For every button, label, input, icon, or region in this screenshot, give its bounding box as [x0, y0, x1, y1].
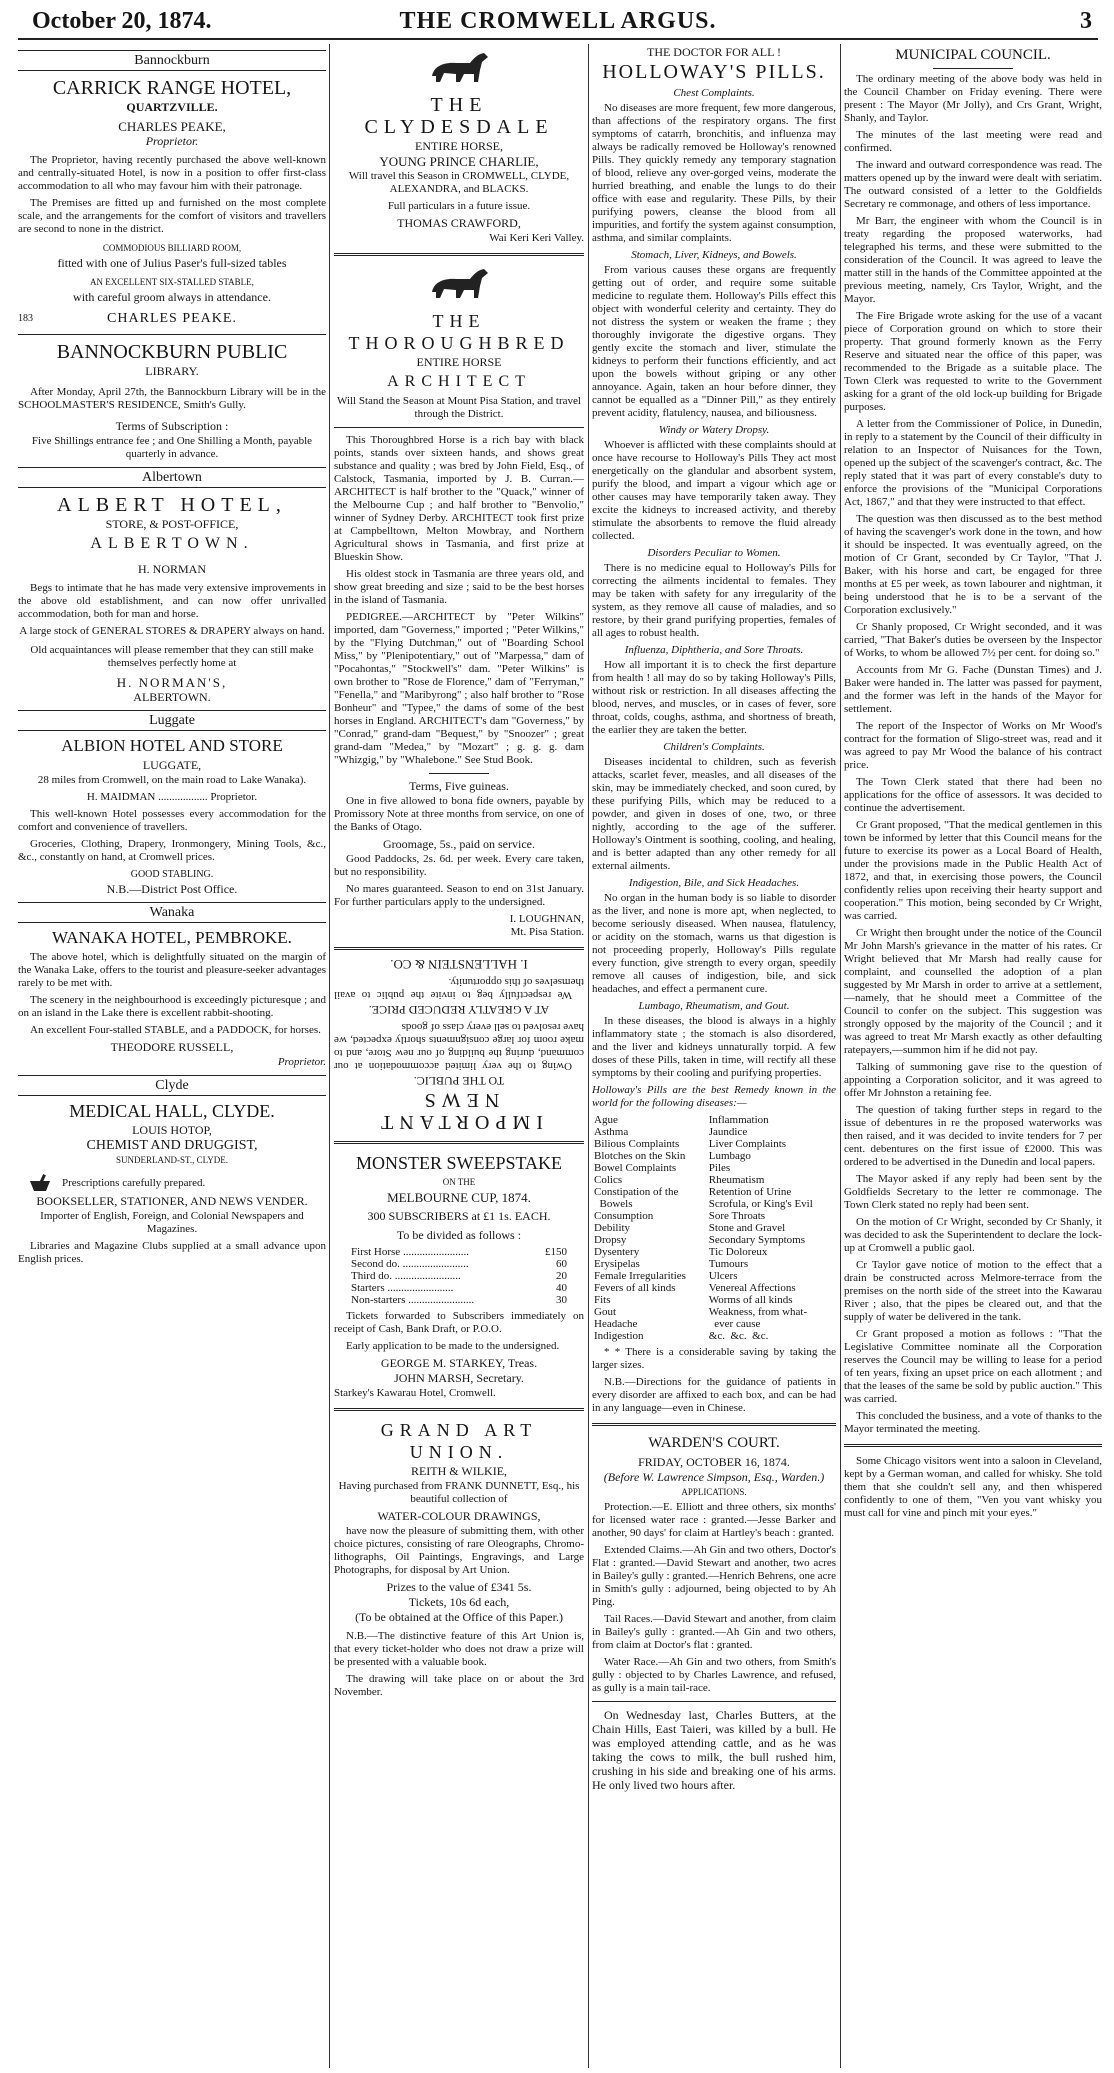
ad-subtitle: ENTIRE HORSE	[416, 355, 502, 369]
subheading: Influenza, Diphtheria, and Sore Throats.	[624, 644, 804, 656]
disease-row	[592, 1282, 836, 1294]
disease-name: Headache	[594, 1318, 638, 1330]
issue-date: October 20, 1874.	[32, 8, 212, 34]
disease-name: Tic Doloreux	[708, 1246, 768, 1258]
ad-text: Good Paddocks, 2s. 6d. per week. Every care taken, but no responsibility.	[334, 853, 584, 878]
body-text: On Wednesday last, Charles Butters, at the Chain Hills, East Taieri, was killed by a bull. He was employed attending cattle, and as he was taking the cows to milk, the bull rushed him, crushing in his side and breaking one of his arms. He only lived two hours after.	[592, 1708, 836, 1792]
disease-name: Fits	[594, 1294, 611, 1306]
disease-name: &c. &c. &c.	[708, 1330, 769, 1342]
ad-title: WANAKA HOTEL, PEMBROKE.	[52, 928, 292, 947]
ad-signature: Wai Keri Keri Valley.	[489, 232, 584, 244]
body-text: Talking of summoning gave rise to the question of appointing a Corporation solicitor, and it was agreed to offer Mr Johnston a retaining fee.	[844, 1061, 1102, 1099]
disease-name: Gout	[594, 1306, 616, 1318]
disease-row	[592, 1186, 836, 1198]
body-text: How all important it is to check the first departure from health ! all may do so by taking Holloway's Pills, without risk or restriction. In all diseases affecting the blood, nerves, and muscles, or in cases of fever, sore throat, colds, coughs, asthma, and shortness of breath, the earlier they are taken the better.	[592, 659, 836, 736]
horse-icon	[424, 48, 494, 88]
ad-text: An excellent Four-stalled STABLE, and a PADDOCK, for horses.	[30, 1024, 321, 1036]
ad-title: IMPORTANT NEWS	[375, 1089, 543, 1133]
disease-row	[592, 1174, 836, 1186]
body-text: * * There is a considerable saving by taking the larger sizes.	[592, 1346, 836, 1371]
ad-subtitle: LUGGATE,	[142, 758, 202, 772]
ad-town: ALBERTOWN.	[90, 535, 254, 552]
advertisement-wanaka-hotel	[18, 929, 326, 1069]
disease-name: Bilious Complaints	[594, 1138, 680, 1150]
ad-signature: CHARLES PEAKE.	[107, 311, 237, 326]
ad-role: Proprietor.	[277, 1056, 326, 1068]
disease-row	[592, 1210, 836, 1222]
body-text: The ordinary meeting of the above body was held in the Council Chamber on Friday evening. There were present : The Mayor (Mr Jolly), and Crs Grant, Wright, Shanly, and Taylor.	[844, 73, 1102, 124]
body-text: The Mayor asked if any reply had been sent by the Goldfields Secretary to the letter re commonage. The Town Clerk stated no reply had been sent.	[844, 1173, 1102, 1211]
disease-name: Weakness, from what-	[708, 1306, 808, 1318]
column-1	[18, 44, 326, 2068]
disease-name: Blotches on the Skin	[594, 1150, 686, 1162]
ad-feature: AN EXCELLENT SIX-STALLED STABLE,	[90, 277, 254, 287]
body-text: There is no medicine equal to Holloway's Pills for correcting the ailments incidental to females. They may be taken with safety for any irregularity of the system, as they remove all cause of maladies, and so restore, by their grand purifying properties, females of all ages to robust health.	[592, 562, 836, 639]
ad-text: Five Shillings entrance fee ; and One Shilling a Month, payable quarterly in advance.	[31, 435, 313, 460]
disease-row	[592, 1162, 836, 1174]
ad-text: Prizes to the value of £341 5s.	[386, 1580, 532, 1594]
divider	[334, 427, 584, 428]
ad-text: Old acquaintances will please remember that they can still make themselves perfectly home at	[30, 644, 314, 669]
disease-name: Consumption	[594, 1210, 654, 1222]
ad-text: The Proprietor, having recently purchased the above well-known and centrally-situated Hotel, is now in a position to offer first-class accommodation to all who may favour him with their patronage.	[18, 154, 326, 192]
disease-name: Tumours	[708, 1258, 749, 1270]
ad-signature: I. HALLENSTEIN & CO.	[390, 957, 528, 972]
prize-amount: 30	[556, 1294, 567, 1306]
ad-text: This well-known Hotel possesses every accommodation for the comfort and convenience of travellers.	[18, 808, 326, 833]
ad-text: To be divided as follows :	[396, 1228, 522, 1242]
disease-row	[592, 1222, 836, 1234]
ad-text: Will Stand the Season at Mount Pisa Station, and travel through the District.	[337, 395, 581, 420]
body-text: Cr Taylor gave notice of motion to the effect that a drain be constructed across Melmore-terrace from the premises on the north side of the street into the Kawarau River ; also, that the pipes be cleared out, and that the supply of water be delivered in the tank.	[844, 1259, 1102, 1323]
ad-horse-name: ARCHITECT	[387, 373, 531, 390]
disease-row	[592, 1138, 836, 1150]
column-4	[844, 44, 1102, 2068]
ad-text: His oldest stock in Tasmania are three years old, and show great breeding and size ; said to be the best horses in the island of Tasmania.	[334, 568, 584, 606]
ad-text: PEDIGREE.—ARCHITECT by "Peter Wilkins" imported, dam "Governess," imported ; "Peter Wilkins," by the "Flying Dutchman," out of "Boarding School Miss," by "Plenipotentiary," out of "Marpessa," dam of "Pocahontas," "Stockwell's" dam. "Peter Wilkins" is own brother to "Rose de Florence," dam of "Ferryman," "Fenella," and "Maribyrong" ; also half brother to "Rose Bonheur" and "Typee," the dams of some of the best horses in England. ARCHITECT's dam "Governess," by "Conrad," grand-dam "Bequest," by "Snoozer" ; great grand-dam "Medea," by "Mozart" ; g. g. g. dam "Whizgig," by "Whalebone." See Stud Book.	[334, 611, 584, 766]
article-date: FRIDAY, OCTOBER 16, 1874.	[638, 1455, 790, 1469]
ad-subtitle: QUARTZVILLE.	[126, 100, 218, 114]
advertisement-medical-hall	[18, 1102, 326, 1266]
disease-name: ever cause	[708, 1318, 761, 1330]
disease-name: Colics	[594, 1174, 623, 1186]
disease-name: Debility	[594, 1222, 631, 1234]
ad-text: The above hotel, which is delightfully situated on the margin of the Wanaka Lake, offers to the tourist and pleasure-seeker advantages rarely to be met with.	[18, 951, 326, 989]
body-text: Mr Barr, the engineer with whom the Council is in treaty regarding the proposed waterworks, had telegraphed his terms, and these were submitted to the consideration of the Council. It was agreed to leave the matter still in the hands of the Committee appointed at the previous meeting, namely, Crs Taylor, Wright, and the Mayor.	[844, 215, 1102, 305]
ad-title: MONSTER SWEEPSTAKE	[355, 1153, 563, 1173]
divider	[334, 947, 584, 950]
ad-title: GRAND ART UNION.	[380, 1420, 538, 1462]
section-heading: Albertown	[18, 467, 326, 488]
body-text: No diseases are more frequent, few more dangerous, than affections of the respiratory organs. The first symptoms of catarrh, bronchitis, and influenza may always be radically removed be Holloway's renowned Pills. They quickly remedy any temporary stagnation of blood, relieve any over-gorged veins, moderate the hurried breathing, and enable the lungs to do their office with ease and regularity. These Pills, by their purifying powers, cleanse the blood from all impurities, and fortify the system against consumption, asthma, and similar complaints.	[592, 102, 836, 244]
disease-name: Asthma	[594, 1126, 629, 1138]
disease-row	[592, 1150, 836, 1162]
disease-name: Fevers of all kinds	[594, 1282, 676, 1294]
newspaper-title: THE CROMWELL ARGUS.	[399, 8, 717, 34]
ad-role: Proprietor.	[145, 134, 199, 148]
body-text: The Fire Brigade wrote asking for the use of a vacant piece of Corporation ground on which to store their property. That ground formerly known as the Ferry Reserve and situated near the office of this paper, was recommended to the Brigade as a suitable place. The Town Clerk was requested to write to the Government asking for a grant of the old lock-up building for Brigade purposes.	[844, 310, 1102, 413]
ad-text: Will travel this Season in CROMWELL, CLYDE, ALEXANDRA, and BLACKS.	[348, 170, 570, 195]
ad-feature: fitted with one of Julius Paser's full-sized tables	[57, 256, 287, 270]
column-rule	[329, 44, 330, 2068]
ad-subtitle: ON THE	[442, 1177, 476, 1187]
mortar-pestle-icon	[28, 1173, 52, 1193]
ad-text: Terms of Subscription :	[115, 419, 229, 433]
disease-name: Jaundice	[708, 1126, 748, 1138]
subheading: Lumbago, Rheumatism, and Gout.	[638, 1000, 790, 1012]
body-text: A letter from the Commissioner of Police, in Dunedin, in reply to a statement by the Council of their difficulty in relation to an Inspector of Nuisances for the Town, opened up the subject of the scavenger's contract, &c. The reply stated that it was part of every constable's duty to enforce the provisions of the "Municipal Corporations Act, 1867," and that they were instructed to that effect.	[844, 418, 1102, 508]
article-title: MUNICIPAL COUNCIL.	[895, 47, 1051, 63]
prize-amount: 20	[556, 1270, 567, 1282]
body-text: Cr Shanly proposed, Cr Wright seconded, and it was carried, "That Baker's duties be overseen by the Inspector of Works, to whom be allowed 7½ per cent. for doing so."	[844, 621, 1102, 659]
subheading: Children's Complaints.	[663, 741, 765, 753]
section-heading: Wanaka	[18, 902, 326, 923]
column-2	[334, 44, 584, 2068]
ad-text: BOOKSELLER, STATIONER, AND NEWS VENDER.	[36, 1194, 308, 1208]
ad-text: Importer of English, Foreign, and Colonial Newspapers and Magazines.	[40, 1210, 304, 1235]
ad-text: 28 miles from Cromwell, on the main road to Lake Wanaka).	[37, 774, 307, 786]
prize-row	[349, 1294, 569, 1306]
ad-text: This Thoroughbred Horse is a rich bay with black points, stands over sixteen hands, and shows great substance and quality ; was bred by John Field, Esq., of Calstock, Tasmania, imported by J. B. Curran.—ARCHITECT is half brother to the "Quack," winner of the Melbourne Cup ; and half brother to "Benvolio," winner of Sydney Derby. ARCHITECT took first prize at Campbelltown, Melton Mowbray, and Northern Agricultural shows in Tasmania, and first prize at Blueskin Show.	[334, 434, 584, 563]
disease-name: Indigestion	[594, 1330, 644, 1342]
ad-signature: Starkey's Kawarau Hotel, Cromwell.	[334, 1387, 496, 1399]
advertisement-monster-sweepstake	[334, 1152, 584, 1400]
prize-row	[349, 1282, 569, 1294]
page-number: 3	[1080, 8, 1092, 34]
disease-row	[592, 1126, 836, 1138]
ad-text: Libraries and Magazine Clubs supplied at a small advance upon English prices.	[18, 1240, 326, 1265]
ad-title: HOLLOWAY'S PILLS.	[602, 61, 826, 83]
ad-subtitle: MELBOURNE CUP, 1874.	[387, 1190, 531, 1205]
disease-name: Female Irregularities	[594, 1270, 686, 1282]
ad-horse-name: YOUNG PRINCE CHARLIE,	[379, 154, 539, 169]
divider	[18, 334, 326, 335]
ad-text: After Monday, April 27th, the Bannockburn Library will be in the SCHOOLMASTER'S RESIDENCE, Smith's Gully.	[18, 386, 326, 411]
ad-kicker: THE DOCTOR FOR ALL !	[646, 45, 781, 59]
ad-signature: THOMAS CRAWFORD,	[397, 216, 521, 230]
body-text: Protection.—E. Elliott and three others, six months' for licensed water race : granted.—Jesse Barker and another, 90 days' for claim at Hartley's beach : granted.	[592, 1501, 836, 1539]
ad-text: Tickets, 10s 6d each,	[408, 1595, 510, 1609]
column-rule	[840, 44, 841, 2068]
divider	[844, 1444, 1102, 1447]
ad-title: CARRICK RANGE HOTEL,	[52, 77, 292, 99]
body-text: The minutes of the last meeting were read and confirmed.	[844, 129, 1102, 154]
divider	[429, 773, 489, 774]
disease-name: Ague	[594, 1114, 618, 1126]
prize-label: First Horse ........................	[351, 1246, 469, 1258]
disease-row	[592, 1306, 836, 1318]
ad-number: 183	[18, 313, 33, 324]
section-heading: Clyde	[18, 1075, 326, 1096]
subheading: Holloway's Pills are the best Remedy known in the world for the following diseases:—	[592, 1084, 836, 1109]
subheading: Disorders Peculiar to Women.	[647, 547, 781, 559]
disease-name: Retention of Urine	[708, 1186, 792, 1198]
disease-row	[592, 1330, 836, 1342]
prize-label: Non-starters ........................	[351, 1294, 475, 1306]
disease-name: Worms of all kinds	[708, 1294, 793, 1306]
ad-signature: I. LOUGHNAN,	[509, 913, 584, 925]
disease-name: Constipation of the	[594, 1186, 679, 1198]
disease-row	[592, 1318, 836, 1330]
divider	[334, 253, 584, 256]
ad-text: The Premises are fitted up and furnished on the most complete scale, and the arrangements for the comfort of visitors and travellers are second to none in the district.	[18, 197, 326, 235]
ad-text: Full particulars in a future issue.	[387, 200, 531, 212]
disease-name: Liver Complaints	[708, 1138, 787, 1150]
body-text: The report of the Inspector of Works on Mr Wood's contract for the formation of Sligo-street was, read and it was agreed to pay Mr Wood the balance of his contract price.	[844, 720, 1102, 771]
disease-row	[592, 1234, 836, 1246]
prize-amount: £150	[545, 1246, 567, 1258]
prize-table	[349, 1246, 569, 1306]
disease-row	[592, 1258, 836, 1270]
ad-title: THE CLYDESDALE	[364, 94, 554, 138]
ad-feature: COMMODIOUS BILLIARD ROOM,	[102, 243, 242, 253]
ad-text: No mares guaranteed. Season to end on 31st January. For further particulars apply to the undersigned.	[334, 883, 584, 908]
disease-name: Rheumatism	[708, 1174, 765, 1186]
ad-text: (To be obtained at the Office of this Paper.)	[355, 1610, 563, 1624]
ad-title: ALBION HOTEL AND STORE	[61, 736, 283, 755]
ad-title: ALBERT HOTEL,	[57, 494, 287, 516]
body-text: This concluded the business, and a vote of thanks to the Mayor terminated the meeting.	[844, 1410, 1102, 1435]
ad-signature: H. NORMAN'S,	[116, 675, 228, 690]
column-3	[592, 44, 836, 2068]
body-text: Water Race.—Ah Gin and two others, from Smith's gully : objected to by Charles Lawrence, and refused, as gully is a main tail-race.	[592, 1656, 836, 1694]
ad-text: The drawing will take place on or about the 3rd November.	[334, 1673, 584, 1698]
body-text: Accounts from Mr G. Fache (Dunstan Times) and J. Baker were handed in. The latter was passed for payment, and the former was left in the hands of the Mayor for settlement.	[844, 664, 1102, 715]
disease-row	[592, 1198, 836, 1210]
body-text: Cr Wright then brought under the notice of the Council Mr John Marsh's grievance in the matter of his rates. Cr Wright believed that Mr Marsh had really cause for complaint, and counselled the adoption of a plan suggested by Mr Marsh in order to arrive at a settlement,—namely, that he should meet a Committee of the Council to confer on the subject. This suggestion was strongly opposed by the majority of the Council ; and it was agreed to treat Mr Marsh exactly as other defaulting ratepayers,—summon him if he did not pay.	[844, 927, 1102, 1056]
advertisement-grand-art-union	[334, 1419, 584, 1699]
horse-icon	[424, 264, 494, 304]
prize-row	[349, 1258, 569, 1270]
divider	[334, 1408, 584, 1411]
ad-subtitle: LIBRARY.	[145, 364, 199, 378]
disease-name: Sore Throats	[708, 1210, 766, 1222]
advertisement-important-news-inverted	[334, 958, 584, 1133]
disease-row	[592, 1270, 836, 1282]
ad-subtitle: TO THE PUBLIC.	[413, 1074, 505, 1088]
ad-signature: JOHN MARSH, Secretary.	[394, 1371, 524, 1385]
ad-title: BANNOCKBURN PUBLIC	[56, 341, 288, 363]
ad-text: We respectfully beg to invite the public to avail themselves of this opportunity.	[334, 976, 584, 1001]
advertisement-carrick-range-hotel	[18, 77, 326, 328]
disease-name: Lumbago	[708, 1150, 751, 1162]
ad-signature: GEORGE M. STARKEY, Treas.	[380, 1356, 538, 1370]
ad-text: The scenery in the neighbourhood is exceedingly picturesque ; and on an island in the Lake there is excellent rabbit-shooting.	[18, 994, 326, 1019]
body-text: In these diseases, the blood is always in a highly inflammatory state ; the stomach is also disordered, and the liver and kidneys unnaturally torpid. A few doses of these Pills, taken in time, will rectify all these symptoms by their cooling and purifying properties.	[592, 1015, 836, 1079]
column-rule	[588, 44, 589, 2068]
article-byline: (Before W. Lawrence Simpson, Esq., Warden.)	[603, 1470, 825, 1484]
ad-feature: GOOD STABLING.	[130, 869, 214, 880]
prize-label: Third do. ........................	[351, 1270, 461, 1282]
prize-row	[349, 1270, 569, 1282]
ad-text: Early application to be made to the undersigned.	[346, 1340, 560, 1352]
disease-name: Piles	[708, 1162, 731, 1174]
disease-name: Scrofula, or King's Evil	[708, 1198, 813, 1210]
prize-amount: 60	[556, 1258, 567, 1270]
ad-role: CHEMIST AND DRUGGIST,	[86, 1138, 258, 1153]
body-text: Extended Claims.—Ah Gin and two others, Doctor's Flat : granted.—David Stewart and another, two acres in Bailey's gully : granted.—Henrich Behrens, one acre in Smith's gully : adjourned, being objected to by Ah Ping.	[592, 1544, 836, 1608]
divider	[933, 68, 1013, 69]
section-heading: Luggate	[18, 710, 326, 731]
advertisement-bannockburn-library	[18, 341, 326, 461]
subheading: Chest Complaints.	[673, 87, 755, 99]
ad-feature: with careful groom always in attendance.	[73, 290, 271, 304]
ad-text: have now the pleasure of submitting them, with other choice pictures, consisting of rare Oleographs, Chromo-lithographs, Oil Paintings, Engravings, and Large Photographs, for disposal by Art Union.	[334, 1525, 584, 1576]
prize-amount: 40	[556, 1282, 567, 1294]
ad-text: Begs to intimate that he has made very extensive improvements in the above old establishment, and can now offer unrivalled accommodation, both for man and horse.	[18, 582, 326, 620]
disease-name: Dropsy	[594, 1234, 627, 1246]
section-heading: Bannockburn	[18, 50, 326, 71]
body-text: On the motion of Cr Wright, seconded by Cr Shanly, it was decided to ask the Superintendent to declare the lock-up at Cromwell a public gaol.	[844, 1216, 1102, 1254]
disease-name: Secondary Symptoms	[708, 1234, 806, 1246]
disease-name: Ulcers	[708, 1270, 738, 1282]
ad-owner: CHARLES PEAKE,	[118, 119, 226, 134]
ad-signature: ALBERTOWN.	[133, 690, 211, 704]
disease-row	[592, 1114, 836, 1126]
divider	[592, 1423, 836, 1426]
article-title: WARDEN'S COURT.	[648, 1435, 780, 1451]
disease-name: Stone and Gravel	[708, 1222, 786, 1234]
ad-text: Groceries, Clothing, Drapery, Ironmongery, Mining Tools, &c., &c., constantly on hand, at Cromwell prices.	[18, 838, 326, 863]
ad-title: MEDICAL HALL, CLYDE.	[69, 1101, 275, 1121]
ad-owner: H. MAIDMAN .................. Proprietor.	[86, 791, 258, 803]
ad-text: Prescriptions carefully prepared.	[62, 1176, 206, 1189]
ad-text: Tickets forwarded to Subscribers immediately on receipt of Cash, Bank Draft, or P.O.O.	[334, 1310, 584, 1335]
disease-name: Dysentery	[594, 1246, 640, 1258]
body-text: The Town Clerk stated that there had been no applications for the office of assessors. It was decided to continue the advertisement.	[844, 776, 1102, 814]
ad-text: A large stock of GENERAL STORES & DRAPERY always on hand.	[19, 625, 325, 637]
ad-owner: LOUIS HOTOP,	[132, 1123, 212, 1137]
subheading: Stomach, Liver, Kidneys, and Bowels.	[631, 249, 797, 261]
advertisement-albert-hotel	[18, 494, 326, 704]
ad-feature: N.B.—District Post Office.	[106, 882, 238, 896]
body-text: Cr Grant proposed, "That the medical gentlemen in this town be informed by letter that this Council means for the future to exercise its power as a Local Board of Health, under the provisions made in the Public Health Act of 1872, and that, in exercising those powers, the Council confidently relies upon receiving their hearty support and cooperation." This motion, being seconded by Cr Wright, was carried.	[844, 819, 1102, 922]
ad-text: Having purchased from FRANK DUNNETT, Esq., his beautiful collection of	[338, 1480, 580, 1505]
subheading: Windy or Watery Dropsy.	[658, 424, 770, 436]
ad-text: 300 SUBSCRIBERS at £1 1s. EACH.	[367, 1209, 551, 1223]
body-text: No organ in the human body is so liable to disorder as the liver, and none is more apt, when neglected, to become seriously diseased. When nausea, flatulency, or acidity on the stomach, warns us that digestion is not proceeding properly, Holloway's Pills regulate every function, give strength to every organ, speedily remove all causes of indigestion, bile, and sick headaches, and effect a permanent cure.	[592, 892, 836, 995]
advertisement-architect	[334, 264, 584, 939]
body-text: Some Chicago visitors went into a saloon in Cleveland, kept by a German woman, and called for whisky. She told them that she couldn't sell any, and then whispered confidently to one of them, "Ven you vant whisky you must call for vine and pinch mit your eyes."	[844, 1455, 1102, 1519]
ad-subtitle: ENTIRE HORSE,	[415, 139, 503, 153]
disease-name: Bowels	[594, 1198, 633, 1210]
ad-subtitle: STORE, & POST-OFFICE,	[105, 517, 239, 531]
disease-name: Inflammation	[708, 1114, 769, 1126]
prize-row	[349, 1246, 569, 1258]
disease-name: Bowel Complaints	[594, 1162, 677, 1174]
body-text: From various causes these organs are frequently getting out of order, and require some suitable medicine to regulate them. Holloway's Pills effect this object with wonderful celerity and certainty. They do not distress the system or weaken the frame ; they thoroughly invigorate the digestive organs. They gently excite the stomach and liver, stimulate the kidneys to perform their functions efficiently, and act upon the bowels without griping or any other annoyance. Again, taken an hour before dinner, they cannot be equalled as a "Dinner Pill," as they entirely prevent acidity, flatulency, nausea, and biliousness.	[592, 264, 836, 419]
ad-text: AT A GREATLY REDUCED PRICE.	[368, 1003, 550, 1017]
subheading: APPLICATIONS.	[681, 1487, 747, 1497]
body-text: The question was then discussed as to the best method of having the scavenger's work done in the town, and how it should be inspected. It was eventually agreed, on the motion of Cr Grant, seconded by Cr Taylor, "That J. Baker, with his horse and cart, be engaged for three months at £5 per week, as town labourer and nightman, it being understood that he is to be a servant of the Corporation exclusively."	[844, 513, 1102, 616]
ad-text: Groomage, 5s., paid on service.	[383, 837, 535, 851]
disease-name: Venereal Affections	[708, 1282, 796, 1294]
disease-row	[592, 1246, 836, 1258]
ad-title: THE THOROUGHBRED	[348, 311, 570, 353]
prize-label: Second do. ........................	[351, 1258, 469, 1270]
subheading: Indigestion, Bile, and Sick Headaches.	[628, 877, 800, 889]
disease-row	[592, 1294, 836, 1306]
ad-text: Owing to the very limited accommodation at our command, during the building of our new Store, and to make room for large consignments shortly expected, we have resolved to sell every class of goods	[334, 1021, 584, 1072]
body-text: Cr Grant proposed a motion as follows : "That the Legislative Committee nominate all the Corporation reserves the Council may be willing to lease for a period of ten years, fixing an upset price on each allotment ; and that the leases of the same be sold by public auction." This was carried.	[844, 1328, 1102, 1405]
body-text: The question of taking further steps in regard to the issue of debentures in re the proposed waterworks was then raised, and it was decided to invite tenders for 7 per cent. debentures on the first issue of £2000. This was ordered to be advertised in the Dunedin and local papers.	[844, 1104, 1102, 1168]
ad-signature: THEODORE RUSSELL,	[110, 1040, 234, 1054]
advertisement-albion-hotel	[18, 737, 326, 896]
ad-owner: H. NORMAN	[137, 562, 206, 576]
body-text: Tail Races.—David Stewart and another, from claim in Bailey's gully : granted.—Ah Gin and two others, from claim at Doctor's flat : granted.	[592, 1613, 836, 1651]
body-text: N.B.—Directions for the guidance of patients in every disorder are affixed to each box, and can be had in any language—even in Chinese.	[592, 1376, 836, 1414]
divider	[334, 1141, 584, 1144]
disease-table	[592, 1114, 836, 1342]
ad-subtitle: REITH & WILKIE,	[410, 1464, 508, 1478]
body-text: The inward and outward correspondence was read. The matters opened up by the inward were dealt with seriatim. The outward consisted of a letter to the Goldfields Secretary re commonage, and others of less importance.	[844, 159, 1102, 210]
ad-text: One in five allowed to bona fide owners, payable by Promissory Note at three months from service, on one of the Banks of Otago.	[334, 795, 584, 833]
ad-text: N.B.—The distinctive feature of this Art Union is, that every ticket-holder who does not draw a prize will be presented with a valuable book.	[334, 1630, 584, 1668]
body-text: Diseases incidental to children, such as feverish attacks, scarlet fever, measles, and all diseases of the skin, may be immediately checked, and soon cured, by these purifying Pills, which may be reduced to a powder, and given in doses of one, two, or three nightly, according to the age of the sufferer. Holloway's Ointment is soothing, cooling, and healing, and is better adapted than any other remedy for all external ailments.	[592, 756, 836, 872]
ad-feature: WATER-COLOUR DRAWINGS,	[377, 1509, 541, 1523]
divider	[592, 1701, 836, 1702]
body-text: Whoever is afflicted with these complaints should at once have recourse to Holloway's Pills They act most energetically on the glandular and absorbent system, purify the blood, and impart a vigour which age or other causes may have temporarily taken away. They excite the kidneys to increased activity, and thereby stimulate the absorbents to remove the fluid already collected.	[592, 439, 836, 542]
ad-signature: Mt. Pisa Station.	[510, 926, 584, 938]
ad-address: SUNDERLAND-ST., CLYDE.	[116, 1155, 228, 1165]
prize-label: Starters ........................	[351, 1282, 454, 1294]
masthead	[18, 4, 1098, 40]
advertisement-clydesdale	[334, 48, 584, 245]
disease-name: Erysipelas	[594, 1258, 640, 1270]
ad-terms: Terms, Five guineas.	[409, 779, 509, 793]
